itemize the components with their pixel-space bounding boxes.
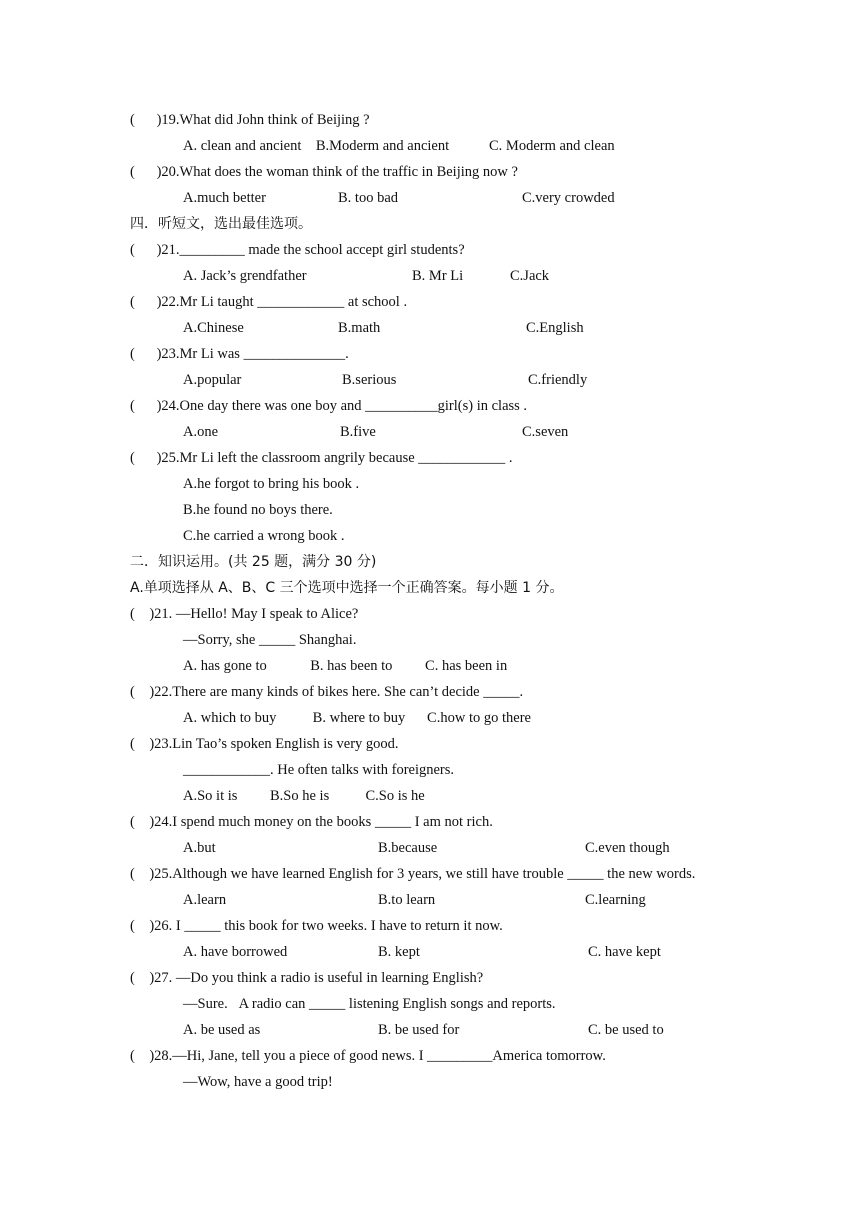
answer-option: C. be used to — [588, 1022, 664, 1038]
option-line: A.So it is B.So he is C.So is he — [183, 788, 425, 804]
option-line: C.he carried a wrong book . — [183, 528, 345, 544]
answer-option: B.math — [338, 320, 381, 336]
option-line: A.he forgot to bring his book . — [183, 476, 360, 492]
option-line: —Sorry, she _____ Shanghai. — [183, 632, 357, 648]
question-stem: ( )23.Mr Li was ______________. — [130, 346, 349, 362]
answer-option: B.to learn — [378, 892, 436, 908]
answer-option: C.very crowded — [522, 190, 615, 206]
question-stem: ( )28.—Hi, Jane, tell you a piece of good news. I _________America tomorrow. — [130, 1048, 606, 1064]
question-stem: ( )25.Although we have learned English for 3 years, we still have trouble _____ the new words. — [130, 866, 696, 882]
question-stem: ( )23.Lin Tao’s spoken English is very good. — [130, 736, 399, 752]
section-heading: 四．听短文，选出最佳选项。 — [130, 216, 312, 232]
answer-option: B. Mr Li — [412, 268, 464, 284]
answer-option: C.seven — [522, 424, 569, 440]
option-line: A. which to buy B. where to buy C.how to go there — [183, 710, 531, 726]
question-stem: ( )24.One day there was one boy and __________girl(s) in class . — [130, 398, 528, 414]
question-stem: ( )24.I spend much money on the books _____ I am not rich. — [130, 814, 493, 830]
answer-option: B. too bad — [338, 190, 399, 206]
question-stem: ( )22.Mr Li taught ____________ at school . — [130, 294, 408, 310]
answer-option: B.five — [340, 424, 376, 440]
answer-option: A.much better — [183, 190, 266, 206]
section-heading: A.单项选择从 A、B、C 三个选项中选择一个正确答案。每小题 1 分。 — [130, 580, 564, 596]
answer-option: A.Chinese — [183, 320, 244, 336]
question-stem: ( )19.What did John think of Beijing ? — [130, 112, 370, 128]
answer-option: A.one — [183, 424, 219, 440]
question-stem: ( )21. —Hello! May I speak to Alice? — [130, 606, 359, 622]
option-line: —Wow, have a good trip! — [183, 1074, 333, 1090]
answer-option: A.popular — [183, 372, 242, 388]
option-line: —Sure. A radio can _____ listening English songs and reports. — [183, 996, 556, 1012]
section-heading: 二．知识运用。(共 25 题，满分 30 分) — [130, 554, 377, 570]
answer-option: A.learn — [183, 892, 227, 908]
option-line: A. has gone to B. has been to C. has been in — [183, 658, 508, 674]
answer-option: B. be used for — [378, 1022, 460, 1038]
answer-option: C.friendly — [528, 372, 588, 388]
option-line: A. clean and ancient B.Moderm and ancient C. Moderm and clean — [183, 138, 615, 154]
option-line: B.he found no boys there. — [183, 502, 333, 518]
question-stem: ( )21._________ made the school accept girl students? — [130, 242, 465, 258]
answer-option: A. be used as — [183, 1022, 261, 1038]
question-stem: ( )22.There are many kinds of bikes here. She can’t decide _____. — [130, 684, 524, 700]
answer-option: C. have kept — [588, 944, 661, 960]
answer-option: C.even though — [585, 840, 670, 856]
question-stem: ( )26. I _____ this book for two weeks. I have to return it now. — [130, 918, 503, 934]
answer-option: B. kept — [378, 944, 420, 960]
answer-option: C.English — [526, 320, 584, 336]
answer-option: B.serious — [342, 372, 397, 388]
answer-option: B.because — [378, 840, 438, 856]
answer-option: A.but — [183, 840, 216, 856]
answer-option: A. have borrowed — [183, 944, 288, 960]
answer-option: C.learning — [585, 892, 646, 908]
question-stem: ( )27. —Do you think a radio is useful in learning English? — [130, 970, 484, 986]
answer-option: C.Jack — [510, 268, 550, 284]
question-stem: ( )25.Mr Li left the classroom angrily because ____________ . — [130, 450, 513, 466]
question-stem: ( )20.What does the woman think of the traffic in Beijing now ? — [130, 164, 518, 180]
option-line: ____________. He often talks with foreigners. — [183, 762, 455, 778]
answer-option: A. Jack’s grendfather — [183, 268, 307, 284]
